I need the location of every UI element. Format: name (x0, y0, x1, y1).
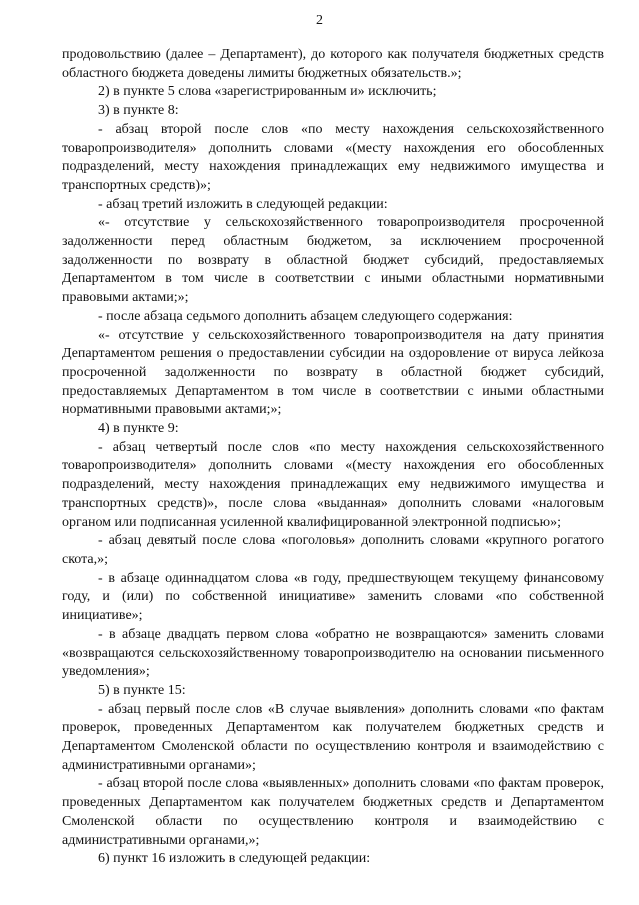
page-number: 2 (316, 13, 323, 28)
paragraph-item-4-subitem-4: - в абзаце двадцать первом слова «обратно не возвращаются» заменить словами «возвращаются сельскохозяйственному товаропроизводителю на основании письменного уведомления»; (62, 626, 604, 680)
paragraph-item-4-heading: 4) в пункте 9: (98, 421, 179, 437)
paragraph-item-2: 2) в пункте 5 слова «зарегистрированным и» исключить; (98, 84, 437, 100)
paragraph-item-6-heading: 6) пункт 16 изложить в следующей редакции: (98, 851, 371, 867)
paragraph-item-3-subitem-2: - абзац третий изложить в следующей редакции: (98, 196, 388, 212)
paragraph-item-4-subitem-1: - абзац четвертый после слов «по месту нахождения сельскохозяйственного товаропроизводителя» дополнить словами «(месту нахождения его обособленных подразделений, месту нахождения принадлежащих ему недвижимого имущества и транспортных средств)», после слова «выданная» дополнить словами «налоговым органом или подписанная усиленной квалифицированной электронной подписью»; (62, 439, 604, 530)
paragraph-item-3-quote-1: «- отсутствие у сельскохозяйственного товаропроизводителя просроченной задолженности перед областным бюджетом, за исключением просроченной задолженности по возврату в областной бюджет субсидий, предоставляемых Департаментом в том числе в соответствии с иными областными нормативными правовыми актами;»; (62, 215, 604, 306)
paragraph-item-3-subitem-1: - абзац второй после слов «по месту нахождения сельскохозяйственного товаропроизводителя» дополнить словами «(месту нахождения его обособленных подразделений, месту нахождения принадлежащих ему недвижимого имущества и транспортных средств)»; (62, 121, 604, 193)
paragraph-item-3-quote-2: «- отсутствие у сельскохозяйственного товаропроизводителя на дату принятия Департаментом решения о предоставлении субсидии на оздоровление от вируса лейкоза просроченной задолженности по возврату в областной бюджет субсидий, предоставляемых Департаментом в том числе в соответствии с иными областными нормативными правовыми актами;»; (62, 327, 604, 418)
paragraph-item-3-heading: 3) в пункте 8: (98, 103, 179, 119)
paragraph-item-3-subitem-3: - после абзаца седьмого дополнить абзацем следующего содержания: (98, 308, 513, 324)
paragraph-item-5-subitem-1: - абзац первый после слов «В случае выявления» дополнить словами «по фактам проверок, проведенных Департаментом как получателем бюджетных средств и Департаментом Смоленской области по осуществлению контроля и взаимодействию с административными органами»; (62, 701, 604, 773)
paragraph-item-4-subitem-2: - абзац девятый после слова «поголовья» дополнить словами «крупного рогатого скота,»; (62, 533, 604, 567)
paragraph-item-4-subitem-3: - в абзаце одиннадцатом слова «в году, предшествующем текущему финансовому году, и (или) по собственной инициативе» заменить словами «по собственной инициативе»; (62, 570, 604, 624)
document-body (62, 46, 604, 869)
paragraph-item-5-heading: 5) в пункте 15: (98, 682, 186, 698)
paragraph-continuation: продовольствию (далее – Департамент), до которого как получателя бюджетных средств областного бюджета доведены лимиты бюджетных обязательств.»; (62, 47, 604, 81)
paragraph-item-5-subitem-2: - абзац второй после слова «выявленных» дополнить словами «по фактам проверок, проведенных Департаментом как получателем бюджетных средств и Департаментом Смоленской области по осуществлению контроля и взаимодействию с административными органами,»; (62, 776, 604, 848)
